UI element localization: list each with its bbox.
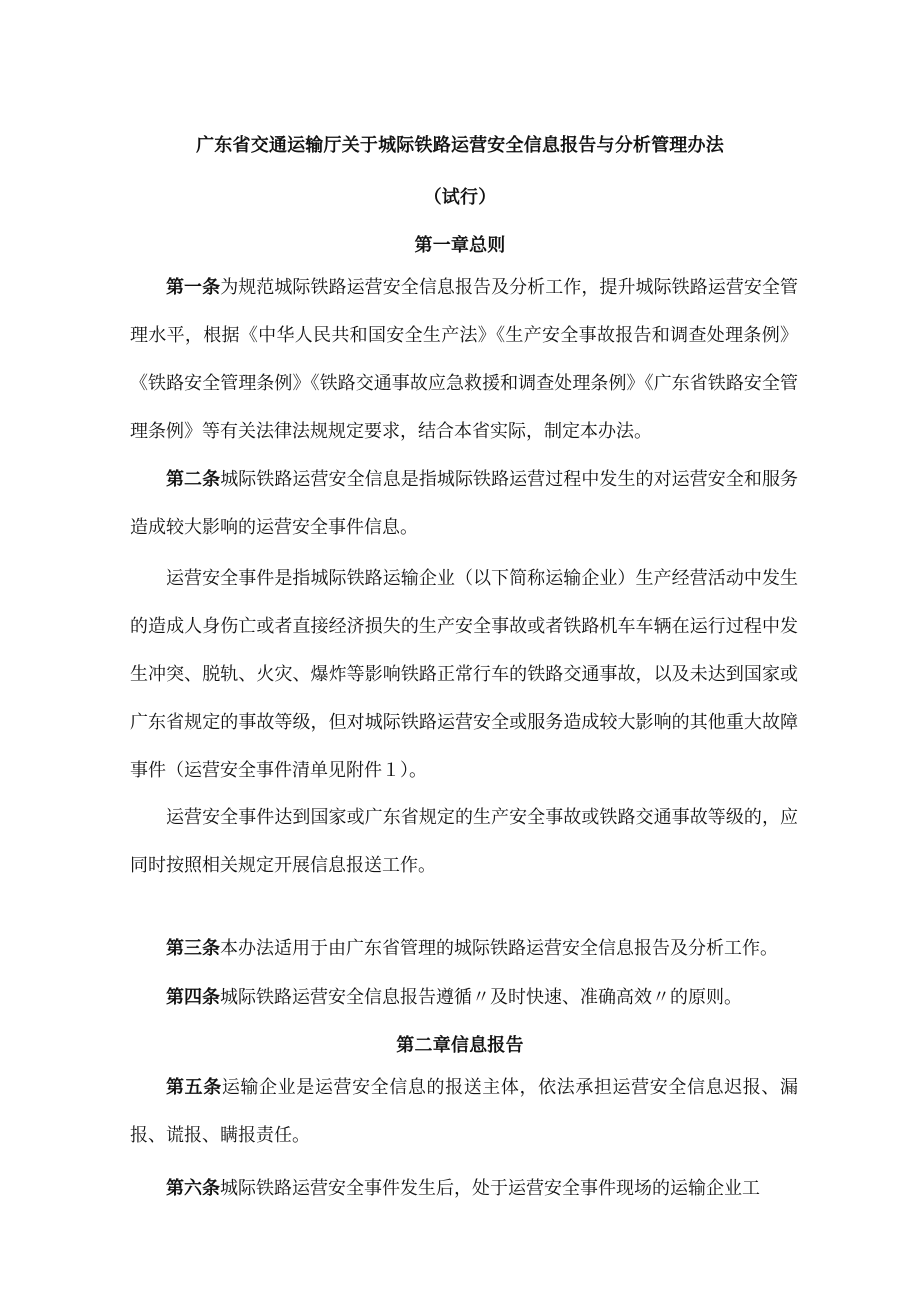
article-paragraph bbox=[130, 1064, 798, 1160]
article-text: 运营安全事件达到国家或广东省规定的生产安全事故或铁路交通事故等级的，应同时按照相关规定开展信息报送工作。 bbox=[130, 807, 798, 876]
article-paragraph bbox=[130, 925, 798, 973]
article-text: 为规范城际铁路运营安全信息报告及分析工作，提升城际铁路运营安全管理水平，根据《中华人民共和国安全生产法》《生产安全事故报告和调查处理条例》《铁路安全管理条例》《铁路交通事故应急救援和调查处理条例》《广东省铁路安全管理条例》等有关法律法规规定要求，结合本省实际，制定本办法。 bbox=[130, 277, 799, 442]
article-text: 城际铁路运营安全信息是指城际铁路运营过程中发生的对运营安全和服务造成较大影响的运营安全事件信息。 bbox=[130, 469, 799, 538]
article-paragraph bbox=[130, 264, 798, 456]
document-title: 广东省交通运输厅关于城际铁路运营安全信息报告与分析管理办法 bbox=[196, 135, 724, 156]
article-number: 第四条 bbox=[166, 987, 220, 1008]
article-number: 第一条 bbox=[166, 277, 221, 298]
chapter-heading: 第一章总则 bbox=[414, 235, 506, 256]
document-subtitle: （试行） bbox=[423, 187, 497, 208]
article-number: 第三条 bbox=[166, 938, 220, 959]
article-number: 第五条 bbox=[166, 1077, 222, 1098]
article-number: 第六条 bbox=[166, 1178, 220, 1199]
article-paragraph bbox=[130, 555, 798, 795]
article-text: 运营安全事件是指城际铁路运输企业（以下简称运输企业）生产经营活动中发生的造成人身伤亡或者直接经济损失的生产安全事故或者铁路机车车辆在运行过程中发生冲突、脱轨、火灾、爆炸等影响铁路正常行车的铁路交通事故，以及未达到国家或广东省规定的事故等级，但对城际铁路运营安全或服务造成较大影响的其他重大故障事件（运营安全事件清单见附件１）。 bbox=[130, 568, 798, 781]
article-paragraph bbox=[130, 974, 798, 1022]
article-paragraph bbox=[130, 794, 798, 890]
article-text: 运输企业是运营安全信息的报送主体，依法承担运营安全信息迟报、漏报、谎报、瞒报责任。 bbox=[130, 1077, 799, 1146]
article-text: 城际铁路运营安全信息报告遵循〃及时快速、准确高效〃的原则。 bbox=[220, 987, 742, 1008]
article-paragraph bbox=[130, 456, 798, 552]
article-text: 本办法适用于由广东省管理的城际铁路运营安全信息报告及分析工作。 bbox=[220, 938, 778, 959]
article-text: 城际铁路运营安全事件发生后，处于运营安全事件现场的运输企业工 bbox=[220, 1178, 760, 1199]
article-number: 第二条 bbox=[166, 469, 221, 490]
article-paragraph bbox=[130, 1165, 798, 1213]
chapter-heading: 第二章信息报告 bbox=[396, 1035, 524, 1056]
